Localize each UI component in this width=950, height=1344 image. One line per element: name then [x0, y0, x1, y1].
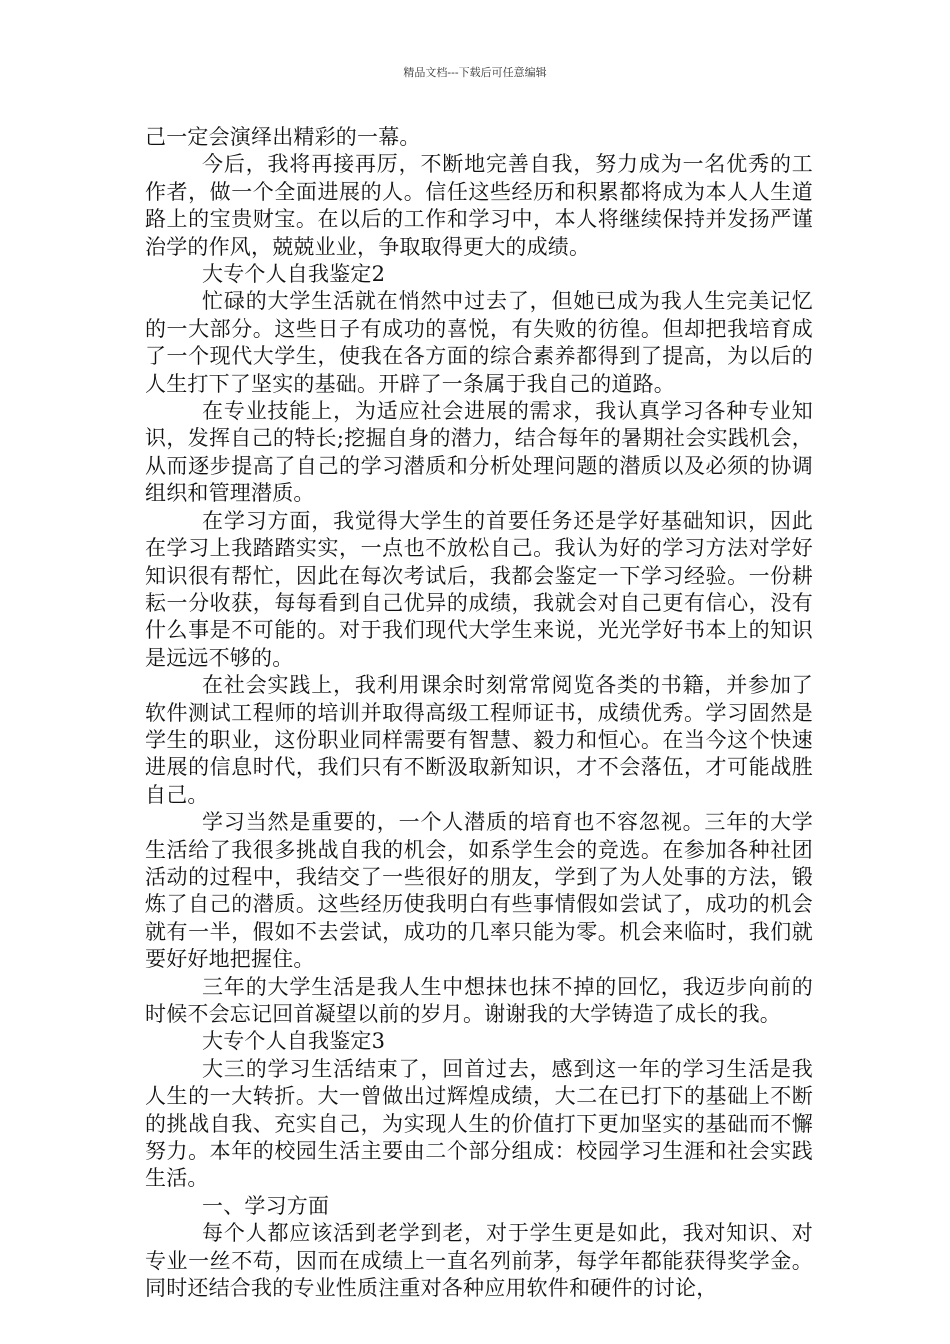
section-heading: 大专个人自我鉴定2	[202, 262, 386, 287]
paragraph: 今后，我将再接再厉，不断地完善自我，努力成为一名优秀的工作者，做一个全面进展的人。信任这些经历和积累都将成为本人人生道路上的宝贵财宝。在以后的工作和学习中，本人将继续保持并发扬严谨治学的作风，兢兢业业，争取取得更大的成绩。	[145, 152, 813, 259]
page-header: 精品文档---下载后可任意编辑	[403, 66, 547, 79]
document-body	[145, 124, 813, 1302]
section-heading: 大专个人自我鉴定3	[202, 1029, 386, 1054]
paragraph: 在社会实践上，我利用课余时刻常常阅览各类的书籍，并参加了软件测试工程师的培训并取得高级工程师证书，成绩优秀。学习固然是学生的职业，这份职业同样需要有智慧、毅力和恒心。在当今这个快速进展的信息时代，我们只有不断汲取新知识，才不会落伍，才可能战胜自己。	[145, 673, 813, 807]
subsection-heading: 一、学习方面	[202, 1193, 330, 1218]
paragraph: 己一定会演绎出精彩的一幕。	[145, 125, 421, 149]
paragraph: 在学习方面，我觉得大学生的首要任务还是学好基础知识，因此在学习上我踏踏实实，一点也不放松自己。我认为好的学习方法对学好知识很有帮忙，因此在每次考试后，我都会鉴定一下学习经验。一份耕耘一分收获，每每看到自己优异的成绩，我就会对自己更有信心，没有什么事是不可能的。对于我们现代大学生来说，光光学好书本上的知识是远远不够的。	[145, 508, 813, 670]
paragraph: 在专业技能上，为适应社会进展的需求，我认真学习各种专业知识，发挥自己的特长;挖掘自身的潜力，结合每年的暑期社会实践机会，从而逐步提高了自己的学习潜质和分析处理问题的潜质以及必须的协调组织和管理潜质。	[145, 399, 813, 506]
paragraph: 每个人都应该活到老学到老，对于学生更是如此，我对知识、对专业一丝不苟，因而在成绩上一直名列前茅，每学年都能获得奖学金。同时还结合我的专业性质注重对各种应用软件和硬件的讨论，	[145, 1221, 813, 1301]
paragraph: 大三的学习生活结束了，回首过去，感到这一年的学习生活是我人生的一大转折。大一曾做出过辉煌成绩，大二在已打下的基础上不断的挑战自我、充实自己，为实现人生的价值打下更加坚实的基础而不懈努力。本年的校园生活主要由二个部分组成：校园学习生涯和社会实践生活。	[145, 1056, 813, 1191]
paragraph: 学习当然是重要的，一个人潜质的培育也不容忽视。三年的大学生活给了我很多挑战自我的机会，如系学生会的竞选。在参加各种社团活动的过程中，我结交了一些很好的朋友，学到了为人处事的方法，锻炼了自己的潜质。这些经历使我明白有些事情假如尝试了，成功的机会就有一半，假如不去尝试，成功的几率只能为零。机会来临时，我们就要好好地把握住。	[145, 810, 813, 972]
paragraph: 三年的大学生活是我人生中想抹也抹不掉的回忆，我迈步向前的时候不会忘记回首凝望以前的岁月。谢谢我的大学铸造了成长的我。	[145, 974, 813, 1026]
paragraph: 忙碌的大学生活就在悄然中过去了，但她已成为我人生完美记忆的一大部分。这些日子有成功的喜悦，有失败的彷徨。但却把我培育成了一个现代大学生，使我在各方面的综合素养都得到了提高，为以后的人生打下了坚实的基础。开辟了一条属于我自己的道路。	[145, 289, 813, 396]
